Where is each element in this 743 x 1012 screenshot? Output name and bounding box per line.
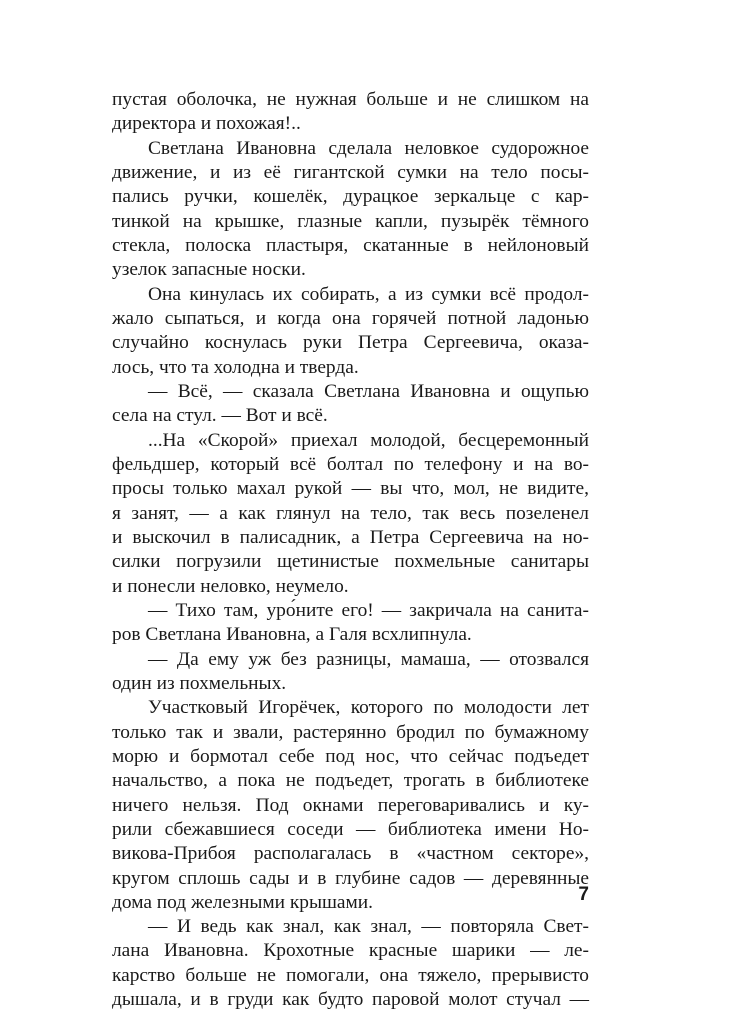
text-line: жало сыпаться, и когда она горячей потной ладонью xyxy=(112,307,589,329)
page-number: 7 xyxy=(578,884,589,905)
text-line: я занят, — а как глянул на тело, так весь позеленел xyxy=(112,502,589,524)
text-line: дома под железными крышами. xyxy=(112,891,374,913)
text-line: — Да ему уж без разницы, мамаша, — отозвался xyxy=(148,648,589,670)
text-line: Светлана Ивановна сделала неловкое судорожное xyxy=(148,137,589,159)
text-line: один из похмельных. xyxy=(112,672,287,694)
text-line: лана Ивановна. Крохотные красные шарики — ле- xyxy=(112,940,589,962)
text-line: карство больше не помогали, она тяжело, прерывисто xyxy=(112,964,589,986)
text-line: — Всё, — сказала Светлана Ивановна и ощупью xyxy=(148,380,589,402)
text-line: фельдшер, который всё болтал по телефону и на во- xyxy=(112,453,589,475)
text-line: морю и бормотал себе под нос, что сейчас подъедет xyxy=(112,745,589,767)
text-line: директора и похожая!.. xyxy=(112,113,301,135)
text-line: ров Светлана Ивановна, а Галя всхлипнула. xyxy=(112,624,472,646)
text-line: викова-Прибоя располагалась в «частном секторе», xyxy=(112,843,589,865)
text-line: и выскочил в палисадник, а Петра Сергеевича на но- xyxy=(112,526,589,548)
text-line: только так и звали, растерянно бродил по бумажному xyxy=(112,721,589,743)
text-line: ничего нельзя. Под окнами переговаривались и ку- xyxy=(112,794,589,816)
text-line: рили сбежавшиеся соседи — библиотека имени Но- xyxy=(112,818,589,840)
text-line: пустая оболочка, не нужная больше и не слишком на xyxy=(112,89,589,110)
text-line: стекла, полоска пластыря, скатанные в нейлоновый xyxy=(112,234,589,256)
text-line: тинкой на крышке, глазные капли, пузырёк тёмного xyxy=(112,210,589,232)
text-line: дышала, и в груди как будто паровой молот стучал — xyxy=(112,989,589,1011)
text-line: движение, и из её гигантской сумки на тело посы- xyxy=(112,161,589,183)
book-page-text xyxy=(112,88,589,1012)
text-line: пались ручки, кошелёк, дурацкое зеркальце с кар- xyxy=(112,186,589,208)
text-line: — Тихо там, уро́ните его! — закричала на санита- xyxy=(148,599,589,621)
text-line: кругом сплошь сады и в глубине садов — деревянные xyxy=(112,867,589,889)
text-line: Участковый Игорёчек, которого по молодости лет xyxy=(148,697,589,719)
text-line: силки погрузили щетинистые похмельные санитары xyxy=(112,551,589,573)
text-line: села на стул. — Вот и всё. xyxy=(112,405,328,427)
text-line: случайно коснулась руки Петра Сергеевича, оказа- xyxy=(112,332,589,354)
text-line: просы только махал рукой — вы что, мол, не видите, xyxy=(112,478,589,500)
text-line: лось, что та холодна и тверда. xyxy=(112,356,359,378)
text-line: ...На «Скорой» приехал молодой, бесцеремонный xyxy=(148,429,589,451)
text-line: Она кинулась их собирать, а из сумки всё продол- xyxy=(148,283,589,305)
text-line: узелок запасные носки. xyxy=(112,259,306,281)
text-line: начальство, а пока не подъедет, трогать в библиотеке xyxy=(112,770,589,792)
text-line: и понесли неловко, неумело. xyxy=(112,575,349,597)
text-line: — И ведь как знал, как знал, — повторяла Свет- xyxy=(148,916,589,938)
